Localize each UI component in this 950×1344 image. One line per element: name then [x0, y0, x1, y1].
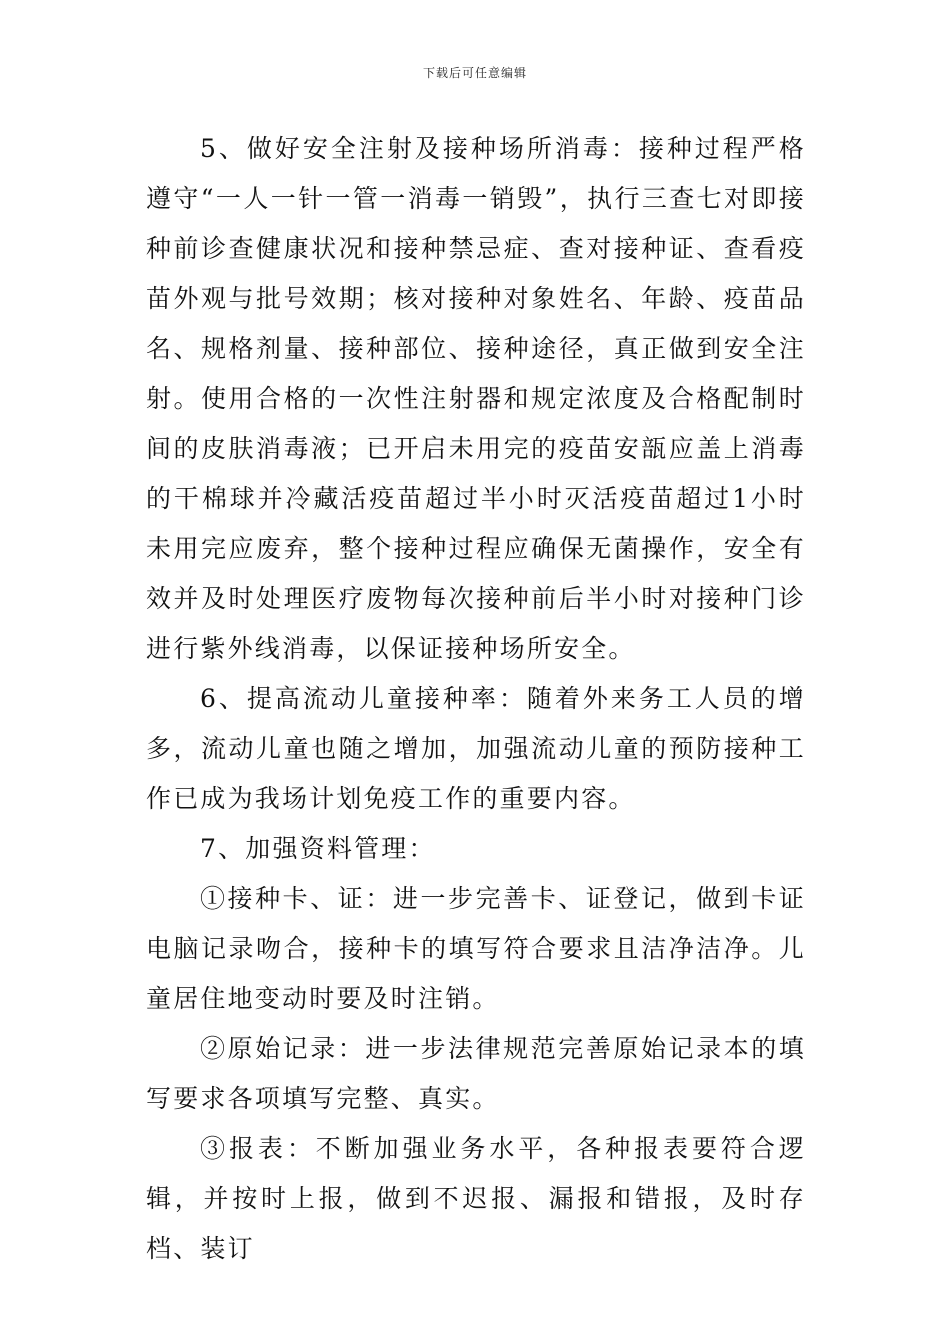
page-header-note: 下载后可任意编辑	[422, 66, 527, 80]
paragraph-original-records: ②原始记录：进一步法律规范完善原始记录本的填写要求各项填写完整、真实。	[146, 1034, 806, 1113]
paragraph-data-management-heading: 7、加强资料管理：	[200, 834, 436, 863]
paragraph-mobile-children: 6、提高流动儿童接种率：随着外来务工人员的增多，流动儿童也随之增加，加强流动儿童的预防接种工作已成为我场计划免疫工作的重要内容。	[146, 684, 806, 813]
paragraph-vaccination-cards: ①接种卡、证：进一步完善卡、证登记，做到卡证电脑记录吻合，接种卡的填写符合要求且洁净洁净。儿童居住地变动时要及时注销。	[146, 884, 806, 1013]
paragraph-safe-injection: 5、做好安全注射及接种场所消毒：接种过程严格遵守“一人一针一管一消毒一销毁”，执行三查七对即接种前诊查健康状况和接种禁忌症、查对接种证、查看疫苗外观与批号效期；核对接种对象姓名、年龄、疫苗品名、规格剂量、接种部位、接种途径，真正做到安全注射。使用合格的一次性注射器和规定浓度及合格配制时间的皮肤消毒液；已开启未用完的疫苗安瓿应盖上消毒的干棉球并冷藏活疫苗超过半小时灭活疫苗超过1小时未用完应废弃，整个接种过程应确保无菌操作，安全有效并及时处理医疗废物每次接种前后半小时对接种门诊进行紫外线消毒，以保证接种场所安全。	[146, 134, 806, 663]
document-body	[146, 124, 806, 1274]
paragraph-reports: ③报表：不断加强业务水平，各种报表要符合逻辑，并按时上报，做到不迟报、漏报和错报，及时存档、装订	[146, 1134, 806, 1263]
